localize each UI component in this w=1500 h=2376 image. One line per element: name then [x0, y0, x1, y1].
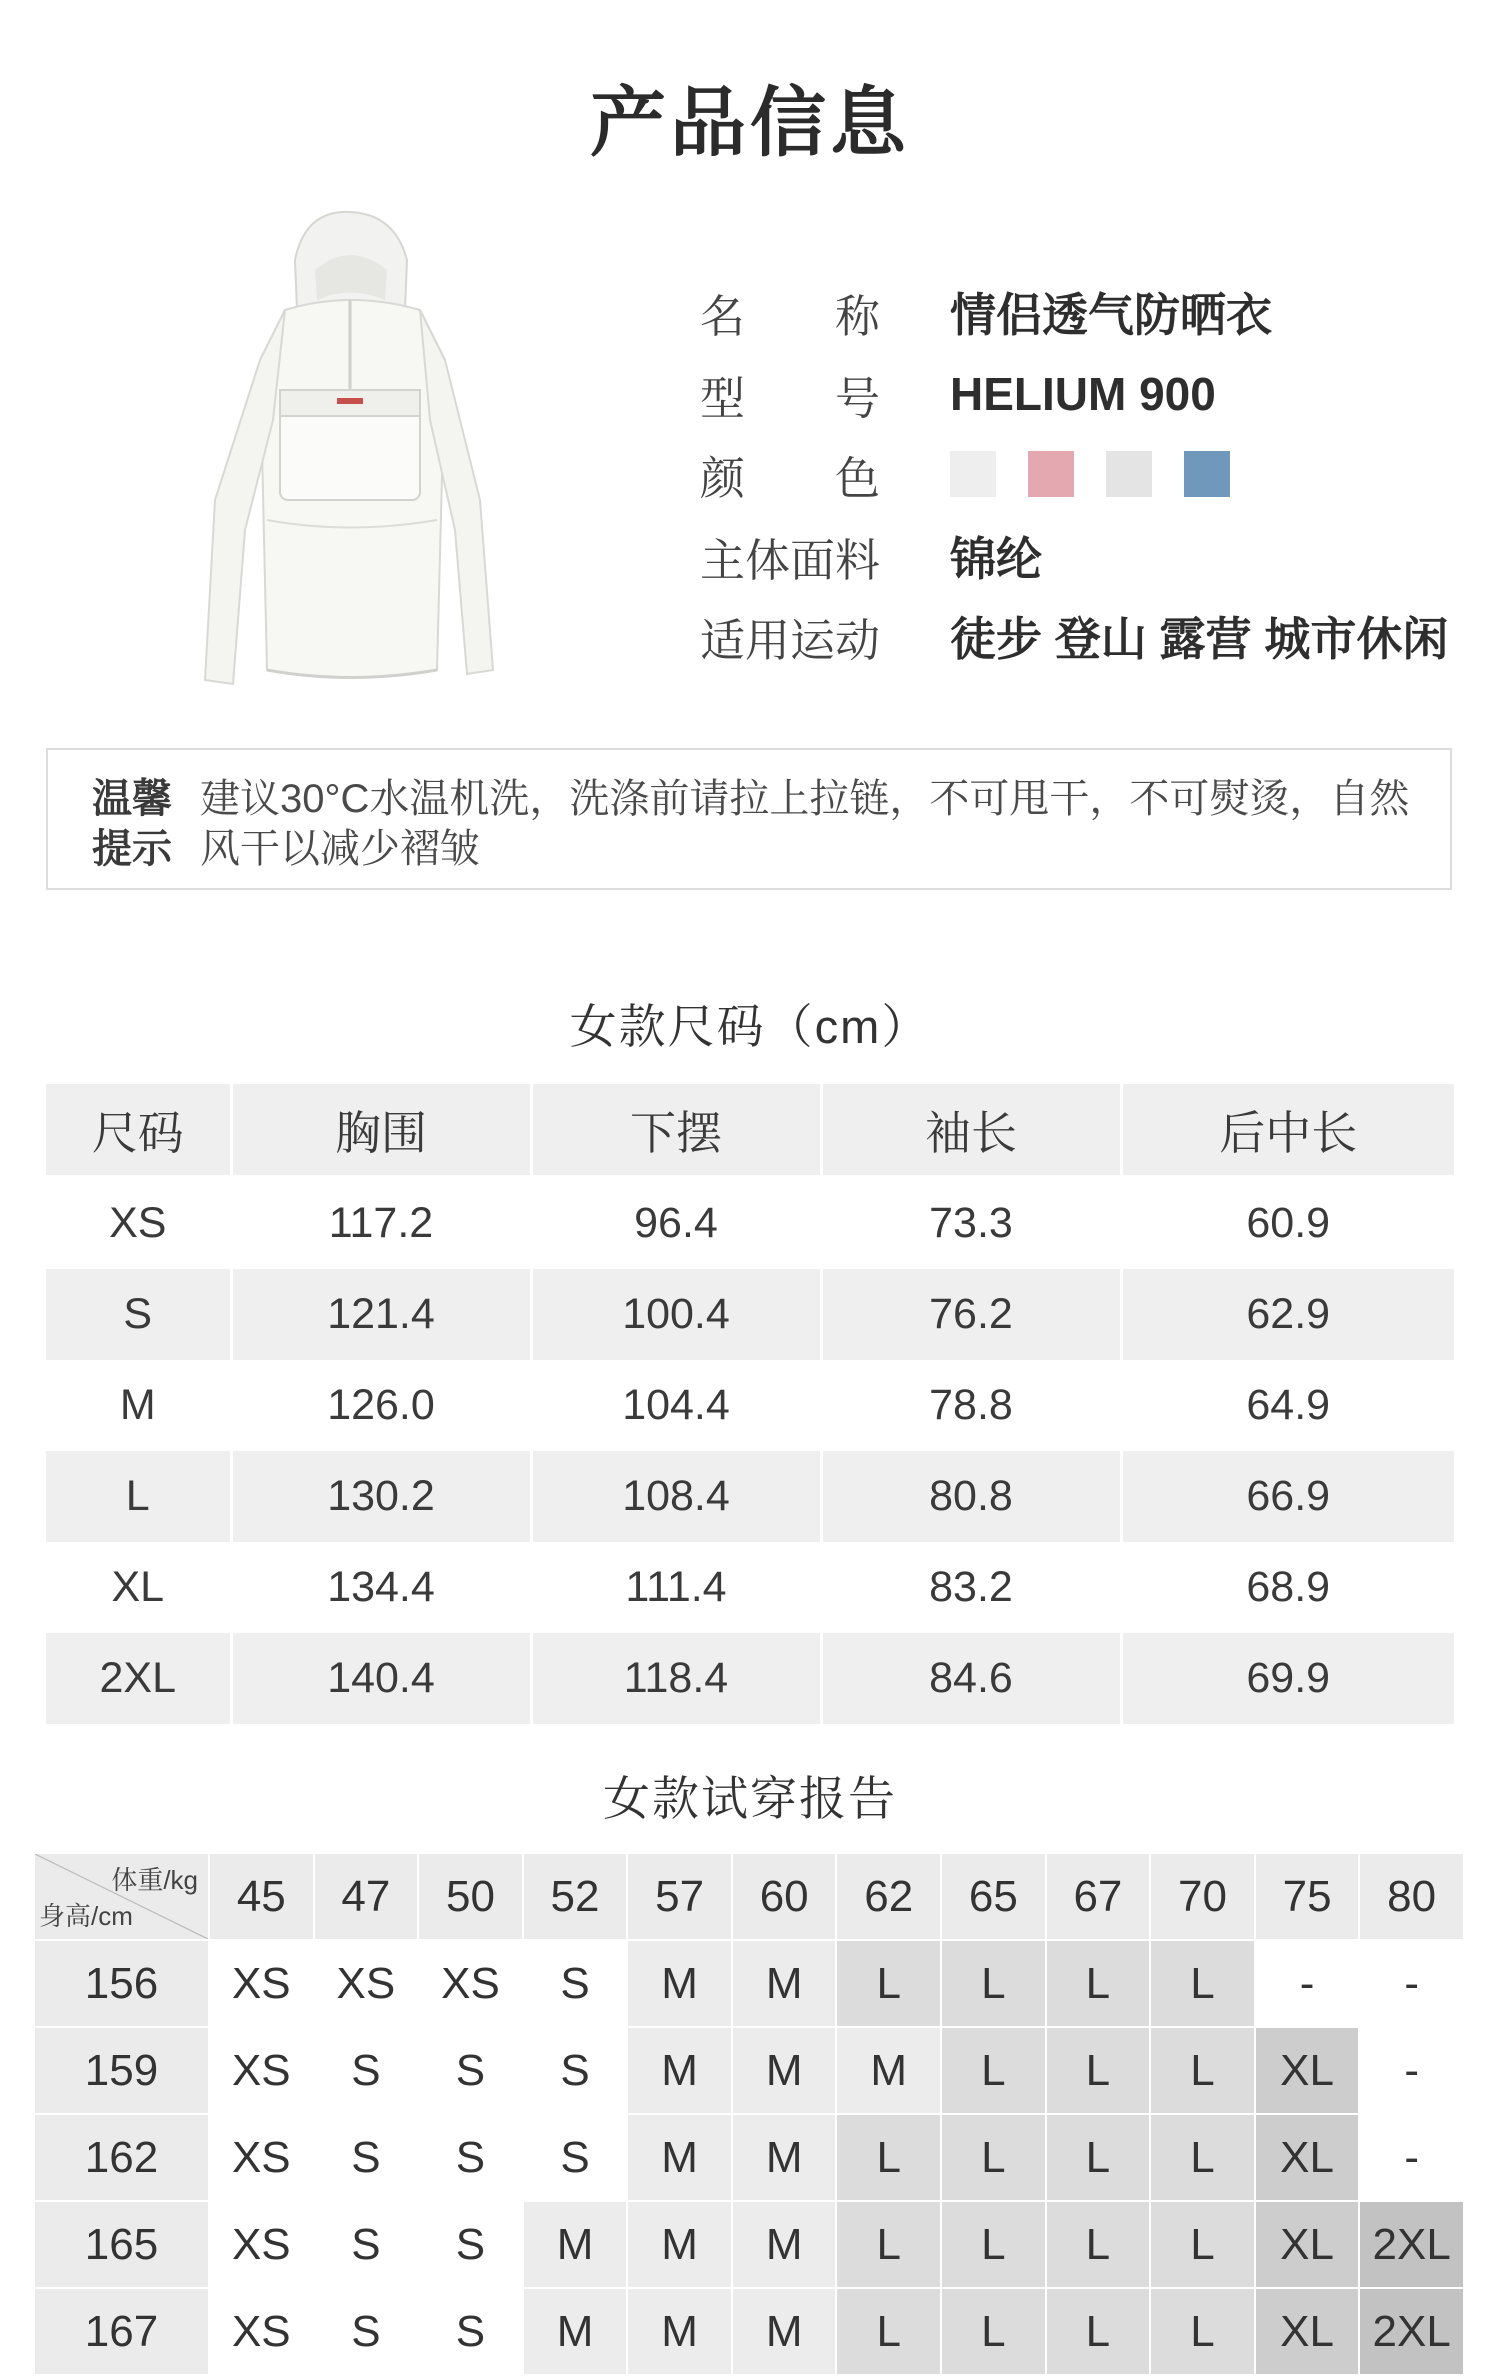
- size-chart-row: [46, 1177, 1454, 1270]
- color-swatch-light-gray[interactable]: [1106, 451, 1152, 497]
- tryon-size-cell: XS: [209, 1940, 314, 2027]
- size-chart-cell: 83.2: [821, 1542, 1121, 1633]
- size-chart-cell: 108.4: [531, 1451, 821, 1542]
- color-label-part1: 颜: [700, 452, 746, 504]
- info-row-fabric: [700, 526, 1042, 586]
- care-tip-text: 建议30°C水温机洗，洗涤前请拉上拉链，不可甩干，不可熨烫，自然风干以减少褶皱: [200, 777, 1410, 871]
- tryon-weight-header: 52: [523, 1853, 628, 1940]
- size-chart-cell: 111.4: [531, 1542, 821, 1633]
- size-chart-row: [46, 1451, 1454, 1542]
- tryon-size-cell: 2XL: [1359, 2201, 1464, 2288]
- tryon-size-cell: M: [732, 2288, 837, 2375]
- size-chart-cell: 96.4: [531, 1177, 821, 1270]
- color-swatch-white[interactable]: [950, 451, 996, 497]
- model-label-part1: 型: [700, 372, 746, 424]
- tryon-weight-header: 50: [418, 1853, 523, 1940]
- size-chart-cell: 60.9: [1246, 1199, 1331, 1247]
- fabric-label: 主体面料: [700, 534, 881, 586]
- tryon-report-table: [33, 1852, 1465, 2376]
- tryon-size-cell: -: [1359, 1940, 1464, 2027]
- tryon-size-cell: -: [1359, 2027, 1464, 2114]
- tryon-row: [34, 1940, 1464, 2027]
- tryon-size-cell: L: [1150, 2114, 1255, 2201]
- tryon-weight-header: 70: [1150, 1853, 1255, 1940]
- tryon-size-cell: L: [1150, 2027, 1255, 2114]
- size-chart-cell: 100.4: [531, 1269, 821, 1360]
- tryon-height-cell: 156: [34, 1940, 209, 2027]
- tryon-size-cell: L: [836, 2114, 941, 2201]
- tryon-size-cell: L: [1046, 2114, 1151, 2201]
- tryon-size-cell: M: [627, 2288, 732, 2375]
- size-chart-header-cell: 袖长: [821, 1084, 1121, 1177]
- tryon-size-cell: M: [732, 2201, 837, 2288]
- size-chart-cell: XS: [46, 1177, 231, 1270]
- tryon-row: [34, 2114, 1464, 2201]
- size-chart-cell: 104.4: [531, 1360, 821, 1451]
- size-chart-cell: 64.9: [1246, 1381, 1331, 1429]
- tryon-height-cell: 159: [34, 2027, 209, 2114]
- model-label-part2: 号: [834, 372, 880, 424]
- model-value: HELIUM 900: [950, 368, 1216, 420]
- size-chart-row: [46, 1542, 1454, 1633]
- size-chart-header-cell: 后中长: [1121, 1084, 1454, 1177]
- size-chart-cell: 69.9: [1121, 1633, 1454, 1724]
- size-chart-cell: 62.9: [1121, 1269, 1454, 1360]
- tryon-size-cell: S: [523, 1940, 628, 2027]
- tryon-size-cell: L: [1150, 2201, 1255, 2288]
- size-chart-cell: 121.4: [231, 1269, 531, 1360]
- tryon-size-cell: S: [314, 2027, 419, 2114]
- size-chart-table: [46, 1084, 1454, 1724]
- color-label-part2: 色: [834, 452, 880, 504]
- tryon-size-cell: L: [941, 2114, 1046, 2201]
- page-title: 产品信息: [590, 81, 910, 166]
- tryon-size-cell: XL: [1255, 2201, 1360, 2288]
- size-chart-cell: 76.2: [821, 1269, 1121, 1360]
- tryon-weight-header: 60: [732, 1853, 837, 1940]
- tryon-size-cell: XS: [314, 1940, 419, 2027]
- height-axis-label: 身高/cm: [39, 1901, 133, 1931]
- tryon-weight-header: 47: [314, 1853, 419, 1940]
- tryon-size-cell: M: [627, 2027, 732, 2114]
- tryon-size-cell: L: [1046, 2201, 1151, 2288]
- size-chart-cell: 73.3: [821, 1177, 1121, 1270]
- size-chart-header-cell: 胸围: [231, 1084, 531, 1177]
- info-row-sport: [700, 606, 1448, 666]
- size-chart-cell: 117.2: [231, 1177, 531, 1270]
- size-chart-cell: L: [46, 1451, 231, 1542]
- size-chart-header-row: [46, 1084, 1454, 1177]
- name-label-part1: 名: [700, 290, 746, 342]
- sport-value: 徒步 登山 露营 城市休闲: [950, 613, 1449, 665]
- tryon-size-cell: S: [418, 2201, 523, 2288]
- color-swatch-pink[interactable]: [1028, 451, 1074, 497]
- tryon-row: [34, 2201, 1464, 2288]
- size-chart-cell: 2XL: [46, 1633, 231, 1724]
- tryon-size-cell: M: [523, 2201, 628, 2288]
- tryon-size-cell: L: [836, 2201, 941, 2288]
- weight-axis-label: 体重/kg: [111, 1865, 198, 1895]
- size-chart-cell: XL: [46, 1542, 231, 1633]
- size-chart-row: [46, 1360, 1454, 1451]
- tryon-size-cell: L: [1046, 2027, 1151, 2114]
- size-chart-title: 女款尺码（cm）: [569, 1000, 931, 1053]
- tryon-size-cell: XS: [418, 1940, 523, 2027]
- tryon-size-cell: XS: [209, 2027, 314, 2114]
- tryon-size-cell: M: [732, 2114, 837, 2201]
- tryon-size-cell: S: [418, 2027, 523, 2114]
- tryon-size-cell: L: [1150, 2288, 1255, 2375]
- tryon-size-cell: 2XL: [1359, 2288, 1464, 2375]
- info-row-model: [700, 364, 1216, 424]
- care-tip-title: [92, 774, 182, 874]
- size-chart-cell: 140.4: [231, 1633, 531, 1724]
- tryon-size-cell: XL: [1255, 2027, 1360, 2114]
- tryon-size-cell: XS: [209, 2288, 314, 2375]
- tryon-size-cell: M: [627, 2114, 732, 2201]
- color-swatches: [950, 451, 1230, 497]
- info-row-name: [700, 282, 1272, 342]
- size-chart-cell: 134.4: [231, 1542, 531, 1633]
- tryon-size-cell: XS: [209, 2201, 314, 2288]
- tryon-size-cell: S: [418, 2114, 523, 2201]
- tryon-size-cell: L: [941, 1940, 1046, 2027]
- tryon-height-cell: 167: [34, 2288, 209, 2375]
- tryon-size-cell: S: [418, 2288, 523, 2375]
- tryon-size-cell: M: [627, 2201, 732, 2288]
- size-chart-cell: 78.8: [821, 1360, 1121, 1451]
- fabric-value: 锦纶: [950, 533, 1042, 585]
- size-chart-cell: 84.6: [821, 1633, 1121, 1724]
- tryon-size-cell: M: [523, 2288, 628, 2375]
- tryon-height-cell: 165: [34, 2201, 209, 2288]
- tryon-weight-header: 65: [941, 1853, 1046, 1940]
- size-chart-cell: 118.4: [531, 1633, 821, 1724]
- tryon-weight-header: 62: [836, 1853, 941, 1940]
- size-chart-cell: 130.2: [231, 1451, 531, 1542]
- size-chart-row: [46, 1269, 1454, 1360]
- size-chart-cell: M: [46, 1360, 231, 1451]
- tryon-row: [34, 2288, 1464, 2375]
- tryon-weight-header: 67: [1046, 1853, 1151, 1940]
- tryon-size-cell: S: [523, 2114, 628, 2201]
- size-chart-header-cell: 下摆: [531, 1084, 821, 1177]
- product-name-value: 情侣透气防晒衣: [950, 289, 1272, 341]
- info-row-color: [700, 444, 1230, 504]
- tryon-size-cell: L: [836, 1940, 941, 2027]
- name-label-part2: 称: [834, 290, 880, 342]
- tryon-size-cell: M: [732, 2027, 837, 2114]
- tryon-weight-header: 80: [1359, 1853, 1464, 1940]
- tryon-header-row: [34, 1853, 1464, 1940]
- tryon-size-cell: XL: [1255, 2288, 1360, 2375]
- tryon-weight-header: 45: [209, 1853, 314, 1940]
- tryon-size-cell: XS: [209, 2114, 314, 2201]
- tryon-row: [34, 2027, 1464, 2114]
- tryon-size-cell: L: [941, 2288, 1046, 2375]
- size-chart-cell: 80.8: [821, 1451, 1121, 1542]
- tryon-size-cell: M: [836, 2027, 941, 2114]
- tryon-size-cell: XL: [1255, 2114, 1360, 2201]
- tryon-corner-cell: [34, 1853, 209, 1940]
- tryon-weight-header: 75: [1255, 1853, 1360, 1940]
- size-chart-header-cell: 尺码: [46, 1084, 231, 1177]
- care-tip-title-line1: 温馨: [92, 777, 172, 821]
- tryon-size-cell: S: [523, 2027, 628, 2114]
- size-chart-cell: 68.9: [1246, 1563, 1331, 1611]
- tryon-size-cell: L: [1046, 2288, 1151, 2375]
- tryon-size-cell: S: [314, 2288, 419, 2375]
- tryon-size-cell: L: [1046, 1940, 1151, 2027]
- sport-label: 适用运动: [700, 614, 881, 666]
- jacket-image: [175, 200, 515, 700]
- color-swatch-blue[interactable]: [1184, 451, 1230, 497]
- care-tip-title-line2: 提示: [92, 827, 172, 871]
- tryon-size-cell: L: [836, 2288, 941, 2375]
- size-chart-row: [46, 1633, 1454, 1724]
- tryon-size-cell: M: [627, 1940, 732, 2027]
- tryon-report-title: 女款试穿报告: [603, 1772, 897, 1825]
- size-chart-cell: 126.0: [231, 1360, 531, 1451]
- tryon-size-cell: -: [1255, 1940, 1360, 2027]
- size-chart-cell: 66.9: [1121, 1451, 1454, 1542]
- care-tip-box: [46, 748, 1452, 890]
- tryon-height-cell: 162: [34, 2114, 209, 2201]
- size-chart-cell: S: [46, 1269, 231, 1360]
- tryon-size-cell: S: [314, 2114, 419, 2201]
- tryon-size-cell: L: [941, 2027, 1046, 2114]
- tryon-size-cell: -: [1359, 2114, 1464, 2201]
- tryon-size-cell: M: [732, 1940, 837, 2027]
- tryon-size-cell: L: [941, 2201, 1046, 2288]
- tryon-size-cell: S: [314, 2201, 419, 2288]
- tryon-size-cell: L: [1150, 1940, 1255, 2027]
- tryon-weight-header: 57: [627, 1853, 732, 1940]
